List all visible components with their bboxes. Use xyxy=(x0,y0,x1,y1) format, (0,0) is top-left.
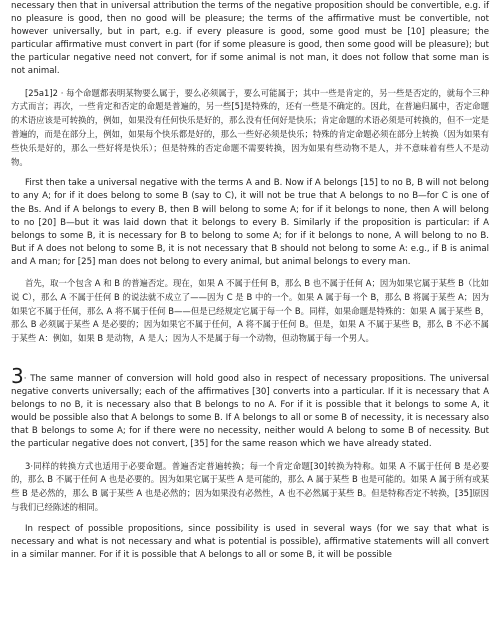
section-3-text: The same manner of conversion will hold good also in respect of necessary propositions. The universal negative converts universally; each of the affirmatives [30] converts into a particular. If it is necessary that A belongs to no B, it is necessary also that B belongs to no A. For if it is possible that it belongs to some A, it would be possible also that A belongs to some B. If A belongs to all or some B of necessity, it is necessary also that B belongs to some A; for if there were no necessity, neither would A belong to some B of necessity. But the particular negative does not convert, [35] for the same reason which we have already stated. xyxy=(11,373,489,450)
paragraph-1-chinese: [25a1]2 · 每个命题都表明某物要么属于，要么必须属于，要么可能属于；其中一些是肯定的，另一些是否定的，就每个三种方式而言；再次，一些肯定和否定的命题是普遍的，另一些[5]是特殊的，还有一些是不确定的。因此，在普遍归属中，否定命题的术语应该是可转换的，例如，如果没有任何快乐是好的，那么没有任何好是快乐；肯定命题的术语必须是可转换的，但不一定是普遍的，而是在部分上，例如，如果每个快乐都是好的，那么一些好必须是快乐；特殊的肯定命题必须在部分上转换（因为如果有些快乐是好的，那么一些好将是快乐）；但是特殊的否定命题不需要转换，因为如果有些动物不是人，并不意味着有些人不是动物。 xyxy=(11,87,489,167)
section-3-english xyxy=(11,363,489,452)
paragraph-2-english: First then take a universal negative with the terms A and B. Now if A belongs [15] to no B, B will not belong to any A; for if it does belong to some B (say to C), it will not be true that A belongs to no B—for C is one of the Bs. And if A belongs to every B, then B will belong to some A; for if it belongs to none, then A will belong to no [20] B—but it was laid down that it belongs to every B. Similarly if the proposition is particular: if A belongs to some B, it is necessary for B to belong to some A; for if it belongs to none, A will belong to no B. But if A does not belong to some B, it is not necessary that B should not belong to some A: e.g., if B is animal and A man; for [25] man does not belong to every animal, but animal belongs to every man. xyxy=(11,178,489,267)
paragraph-4-english: In respect of possible propositions, since possibility is used in several ways (for we say that what is necessary and what is not necessary and what is potential is possible), affirmative statements will all convert in a similar manner. For if it is possible that A belongs to all or some B, it will be possible xyxy=(11,523,489,560)
paragraph-3-chinese: 3·同样的转换方式也适用于必要命题。普遍否定普遍转换；每一个肯定命题[30]转换为特称。如果 A 不属于任何 B 是必要的，那么 B 不属于任何 A 也是必要的。因为如果它属于某些 A 是可能的，那么 A 属于某些 B 也是可能的。如果 A 属于所有或某些 B 是必然的，那么 B 属于某些 A 也是必然的；因为如果没有必然性，A 也不必然属于某些 B。但是特称否定不转换，[35]原因与我们已经陈述的相同。 xyxy=(11,460,489,512)
paragraph-2-chinese: 首先，取一个包含 A 和 B 的普遍否定。现在，如果 A 不属于任何 B，那么 B 也不属于任何 A；因为如果它属于某些 B（比如说 C），那么 A 不属于任何 B 的说法就不成立了——因为 C 是 B 中的一个。如果 A 属于每一个 B，那么 B 将属于某些 A；因为如果它不属于任何，那么 A 将不属于任何 B——但是已经规定它属于每一个 B。同样，如果命题是特殊的：如果 A 属于某些 B，那么 B 必须属于某些 A 是必要的；因为如果它不属于任何，A 将不属于任何 B。但是，如果 A 不属于某些 B，那么 B 不必不属于某些 A：例如，如果 B 是动物，A 是人；因为人不是属于每一个动物，但动物属于每一个男人。 xyxy=(11,278,489,344)
section-dot: · xyxy=(23,373,27,384)
paragraph-1-english: necessary then that in universal attribution the terms of the negative proposition should be convertible, e.g. if no pleasure is good, then no good will be pleasure; the terms of the affirmative must be convertible, not however universally, but in part, e.g. if every pleasure is good, some good must be [10] pleasure; the particular affirmative must convert in part (for if some pleasure is good, then some good will be pleasure); but the particular negative need not convert, for if some animal is not man, it does not follow that some man is not animal. xyxy=(11,1,489,77)
section-number: 3 xyxy=(11,363,24,388)
